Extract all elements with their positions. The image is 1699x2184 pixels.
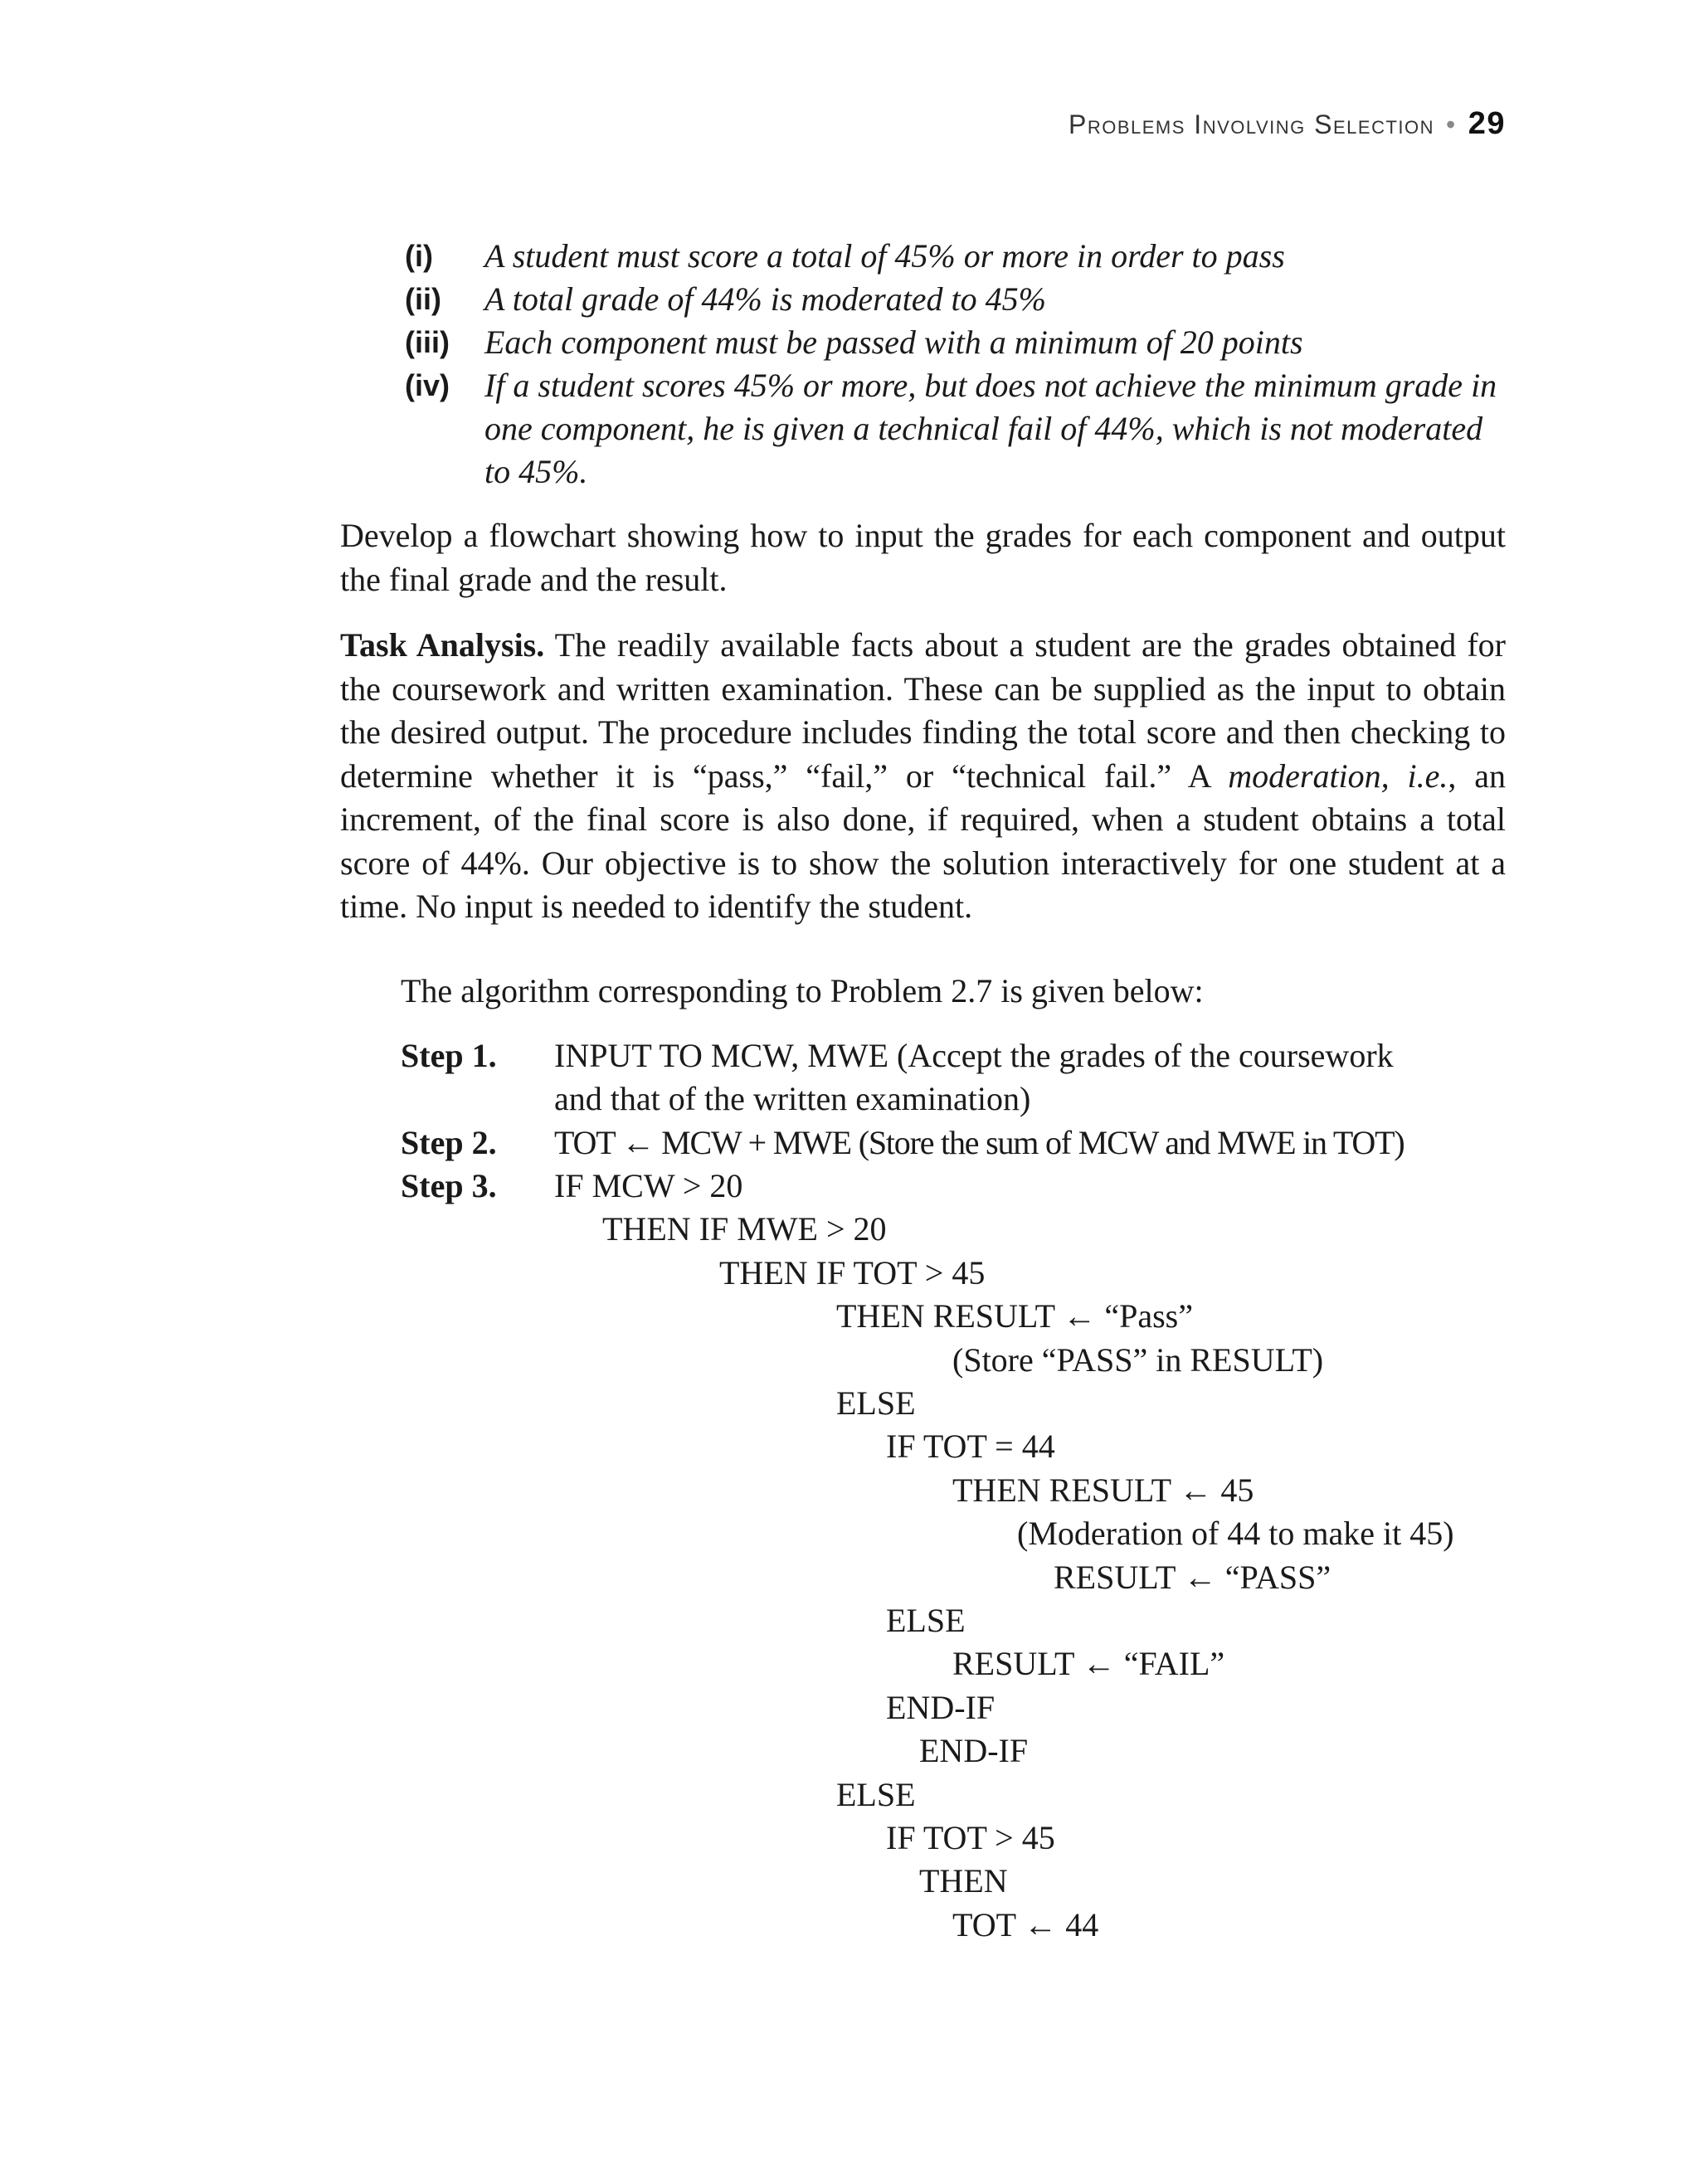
algorithm-line: and that of the written examination) [554,1080,1031,1117]
algorithm-line: RESULT ← “FAIL” [952,1645,1225,1682]
page-number: 29 [1468,106,1506,141]
task-analysis-text-1: The readily available facts about a student are the grades obtained for the coursework and written examination. These can be supplied as the input to obtain the desired output. The procedure includes finding the total score and then checking to determine whether it is “pass,” “fail,” or “technical fail.” A [340,626,1506,795]
algorithm-line: (Moderation of 44 to make it 45) [1017,1515,1454,1552]
algorithm-line: IF TOT = 44 [886,1428,1055,1465]
task-analysis-italic: moderation, i.e. [1228,756,1448,795]
algorithm-line: ELSE [886,1602,966,1639]
running-header [1069,106,1506,142]
condition-text: A student must score a total of 45% or more in order to pass [484,237,1285,275]
condition-item [405,278,1508,321]
step-1-label: Step 1. [401,1037,497,1074]
condition-number: (ii) [405,282,441,316]
condition-text: Each component must be passed with a minimum of 20 points [484,323,1303,361]
condition-item [405,364,1508,494]
step-3-label: Step 3. [401,1167,497,1204]
algorithm-line: END-IF [919,1732,1029,1769]
algorithm-line: INPUT TO MCW, MWE (Accept the grades of the coursework [554,1037,1394,1074]
running-header-bullet: • [1446,109,1457,139]
step-2-label: Step 2. [401,1124,497,1161]
algorithm-line: THEN RESULT ← “Pass” [836,1297,1193,1335]
algorithm-line: (Store “PASS” in RESULT) [952,1341,1324,1379]
condition-text: A total grade of 44% is moderated to 45% [484,280,1046,318]
algorithm-line: THEN [919,1862,1008,1899]
algorithm-line: TOT ← MCW + MWE (Store the sum of MCW and MWE in TOT) [554,1124,1404,1161]
algorithm-line: ELSE [836,1384,916,1422]
algorithm-line: THEN IF TOT > 45 [719,1254,986,1291]
condition-number: (i) [405,239,433,273]
develop-paragraph: Develop a flowchart showing how to input the grades for each component and output the final grade and the result. [340,517,1506,598]
task-analysis-paragraph [340,624,1506,929]
task-analysis-heading: Task Analysis. [340,626,545,664]
running-header-title: Problems Involving Selection [1068,109,1435,139]
algorithm-line: END-IF [886,1689,996,1726]
condition-number: (iv) [405,368,450,402]
conditions-list [405,235,1508,494]
condition-item [405,235,1508,278]
algorithm-line: THEN RESULT ← 45 [952,1471,1254,1509]
algorithm-line: TOT ← 44 [952,1906,1099,1943]
algorithm-line: IF TOT > 45 [886,1819,1055,1856]
algorithm-intro: The algorithm corresponding to Problem 2.7 is given below: [401,972,1204,1009]
algorithm-line: RESULT ← “PASS” [1054,1559,1331,1596]
algorithm-line: IF MCW > 20 [554,1167,743,1204]
condition-text: If a student scores 45% or more, but does not achieve the minimum grade in one component, he is given a technical fail of 44%, which is not moderated to 45%. [484,367,1497,490]
condition-number: (iii) [405,325,450,359]
algorithm-line: ELSE [836,1776,916,1813]
algorithm-line: THEN IF MWE > 20 [602,1210,887,1248]
task-analysis-text-2: , an increment, of the final score is also done, if required, when a student obtains a total score of 44%. Our objective is to show the solution interactively for one student at a time. No input is needed to identify the student. [340,756,1506,925]
condition-item [405,321,1508,364]
